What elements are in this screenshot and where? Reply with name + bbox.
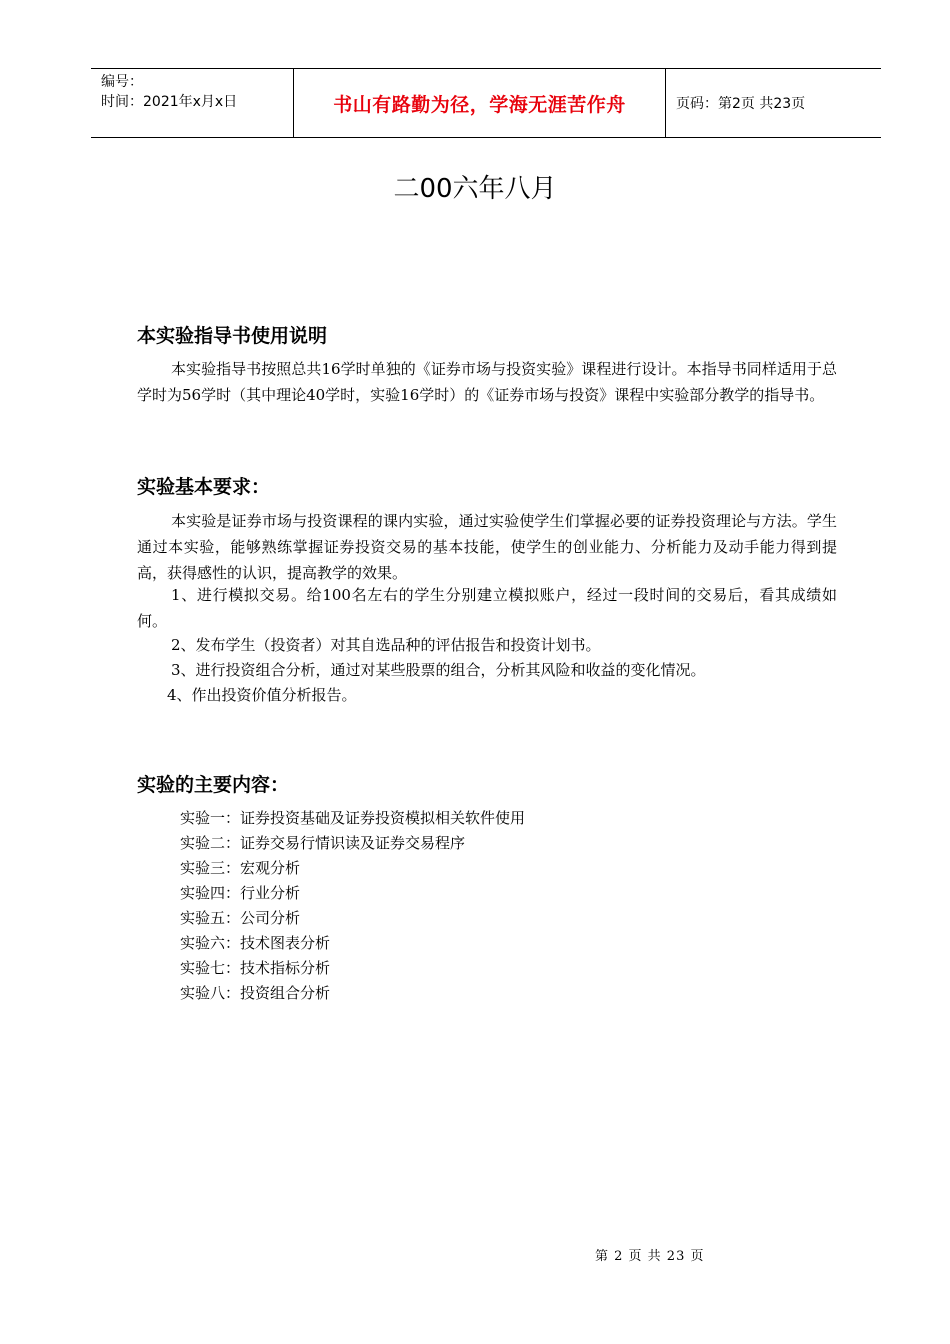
instructions-paragraph: 本实验指导书按照总共16学时单独的《证券市场与投资实验》课程进行设计。本指导书同样适用于总学时为56学时（其中理论40学时，实验16学时）的《证券市场与投资》课程中实验部分教学的指导书。 — [137, 360, 837, 404]
page-footer: 第 2 页 共 23 页 — [595, 1249, 705, 1264]
experiment-item: 实验八：投资组合分析 — [180, 984, 331, 1002]
experiment-item: 实验七：技术指标分析 — [180, 959, 331, 977]
requirements-intro: 本实验是证券市场与投资课程的课内实验，通过实验使学生们掌握必要的证券投资理论与方法。学生通过本实验，能够熟练掌握证券投资交易的基本技能，使学生的创业能力、分析能力及动手能力得到提高，获得感性的认识，提高教学的效果。 — [137, 512, 837, 582]
requirement-item: 3、进行投资组合分析，通过对某些股票的组合，分析其风险和收益的变化情况。 — [171, 661, 706, 679]
experiment-item: 实验三：宏观分析 — [180, 859, 301, 877]
experiment-item: 实验五：公司分析 — [180, 909, 301, 927]
requirement-item: 2、发布学生（投资者）对其自选品种的评估报告和投资计划书。 — [171, 636, 601, 654]
experiment-item: 实验一：证券投资基础及证券投资模拟相关软件使用 — [180, 809, 526, 827]
header-meta — [91, 69, 293, 137]
experiment-item: 实验六：技术图表分析 — [180, 934, 331, 952]
header-time-label: 时间：2021年x月x日 — [101, 94, 238, 110]
requirement-item: 1、进行模拟交易。给100名左右的学生分别建立模拟账户，经过一段时间的交易后，看其成绩如何。 — [137, 586, 837, 630]
section-title-instructions: 本实验指导书使用说明 — [137, 325, 328, 347]
header-number-label: 编号： — [101, 74, 143, 90]
requirement-item: 4、作出投资价值分析报告。 — [167, 686, 357, 704]
experiment-item: 实验二：证券交易行情识读及证券交易程序 — [180, 834, 466, 852]
section-title-requirements: 实验基本要求： — [137, 476, 271, 498]
header-page-info: 页码：第2页 共23页 — [676, 96, 806, 112]
header-motto: 书山有路勤为径，学海无涯苦作舟 — [293, 69, 666, 137]
date-title: 二00六年八月 — [393, 174, 557, 204]
experiment-list — [180, 806, 525, 1006]
experiment-item: 实验四：行业分析 — [180, 884, 301, 902]
page-header — [91, 68, 881, 138]
section-title-contents: 实验的主要内容： — [137, 774, 290, 796]
